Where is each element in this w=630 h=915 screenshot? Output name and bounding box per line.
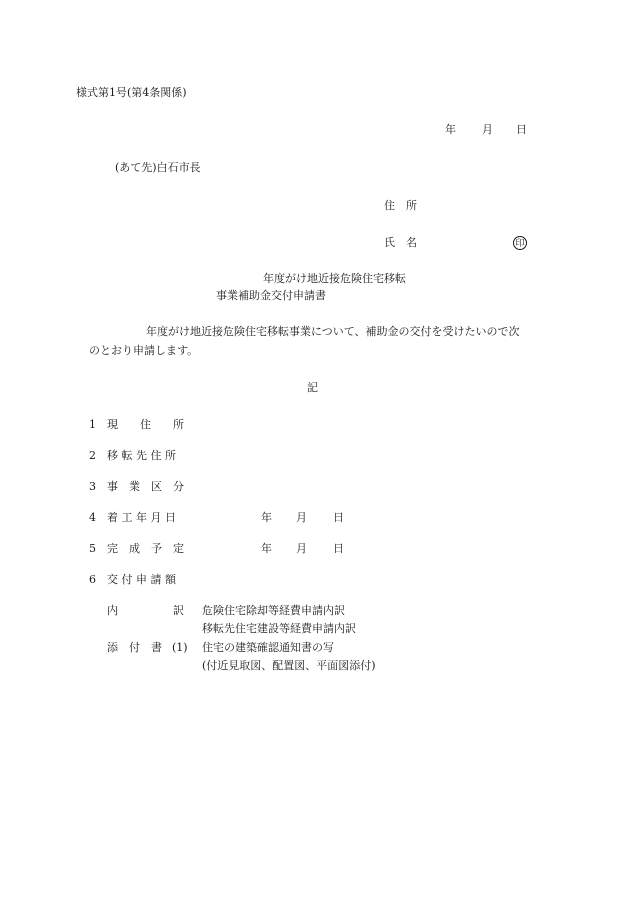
item-6-label: 交 付 申 請 額 — [107, 573, 176, 586]
item-6-number: 6 — [89, 573, 96, 586]
ki-heading: 記 — [307, 381, 318, 394]
item-4-label: 着 工 年 月 日 — [107, 511, 176, 524]
breakdown-line-1: 危険住宅除却等経費申請内訳 — [202, 604, 345, 617]
addressee: (あて先)白石市長 — [115, 161, 201, 174]
body-line-1: 年度がけ地近接危険住宅移転事業について、補助金の交付を受けたいので次 — [146, 325, 520, 338]
attachments-number: (1) — [172, 641, 188, 654]
item-4-month-label: 月 — [296, 511, 307, 524]
item-1-label: 現 住 所 — [107, 418, 184, 431]
applicant-name-label: 氏 名 — [384, 236, 417, 249]
seal-mark: 印 — [513, 236, 527, 250]
title-line-1: 年度がけ地近接危険住宅移転 — [263, 272, 406, 285]
item-5-label: 完 成 予 定 — [107, 542, 184, 555]
item-2-label: 移 転 先 住 所 — [107, 449, 176, 462]
title-line-2: 事業補助金交付申請書 — [216, 289, 326, 302]
date-year-label: 年 — [445, 123, 456, 136]
item-5-day-label: 日 — [333, 542, 344, 555]
item-1-number: 1 — [89, 418, 96, 431]
date-day-label: 日 — [516, 123, 527, 136]
item-4-day-label: 日 — [333, 511, 344, 524]
applicant-address-label: 住 所 — [384, 199, 417, 212]
date-month-label: 月 — [482, 123, 493, 136]
item-5-number: 5 — [89, 542, 96, 555]
attachments-line-2: (付近見取図、配置図、平面図添付) — [202, 659, 376, 672]
body-line-2: のとおり申請します。 — [89, 344, 199, 357]
item-5-year-label: 年 — [261, 542, 272, 555]
attachments-label: 添 付 書 — [107, 641, 162, 654]
attachments-line-1: 住宅の建築確認通知書の写 — [202, 641, 334, 654]
breakdown-label: 内 訳 — [107, 604, 184, 617]
item-4-year-label: 年 — [261, 511, 272, 524]
item-3-number: 3 — [89, 480, 96, 493]
item-3-label: 事 業 区 分 — [107, 480, 184, 493]
form-number: 様式第1号(第4条関係) — [76, 86, 187, 99]
breakdown-line-2: 移転先住宅建設等経費申請内訳 — [202, 622, 356, 635]
item-4-number: 4 — [89, 511, 96, 524]
item-2-number: 2 — [89, 449, 96, 462]
item-5-month-label: 月 — [296, 542, 307, 555]
